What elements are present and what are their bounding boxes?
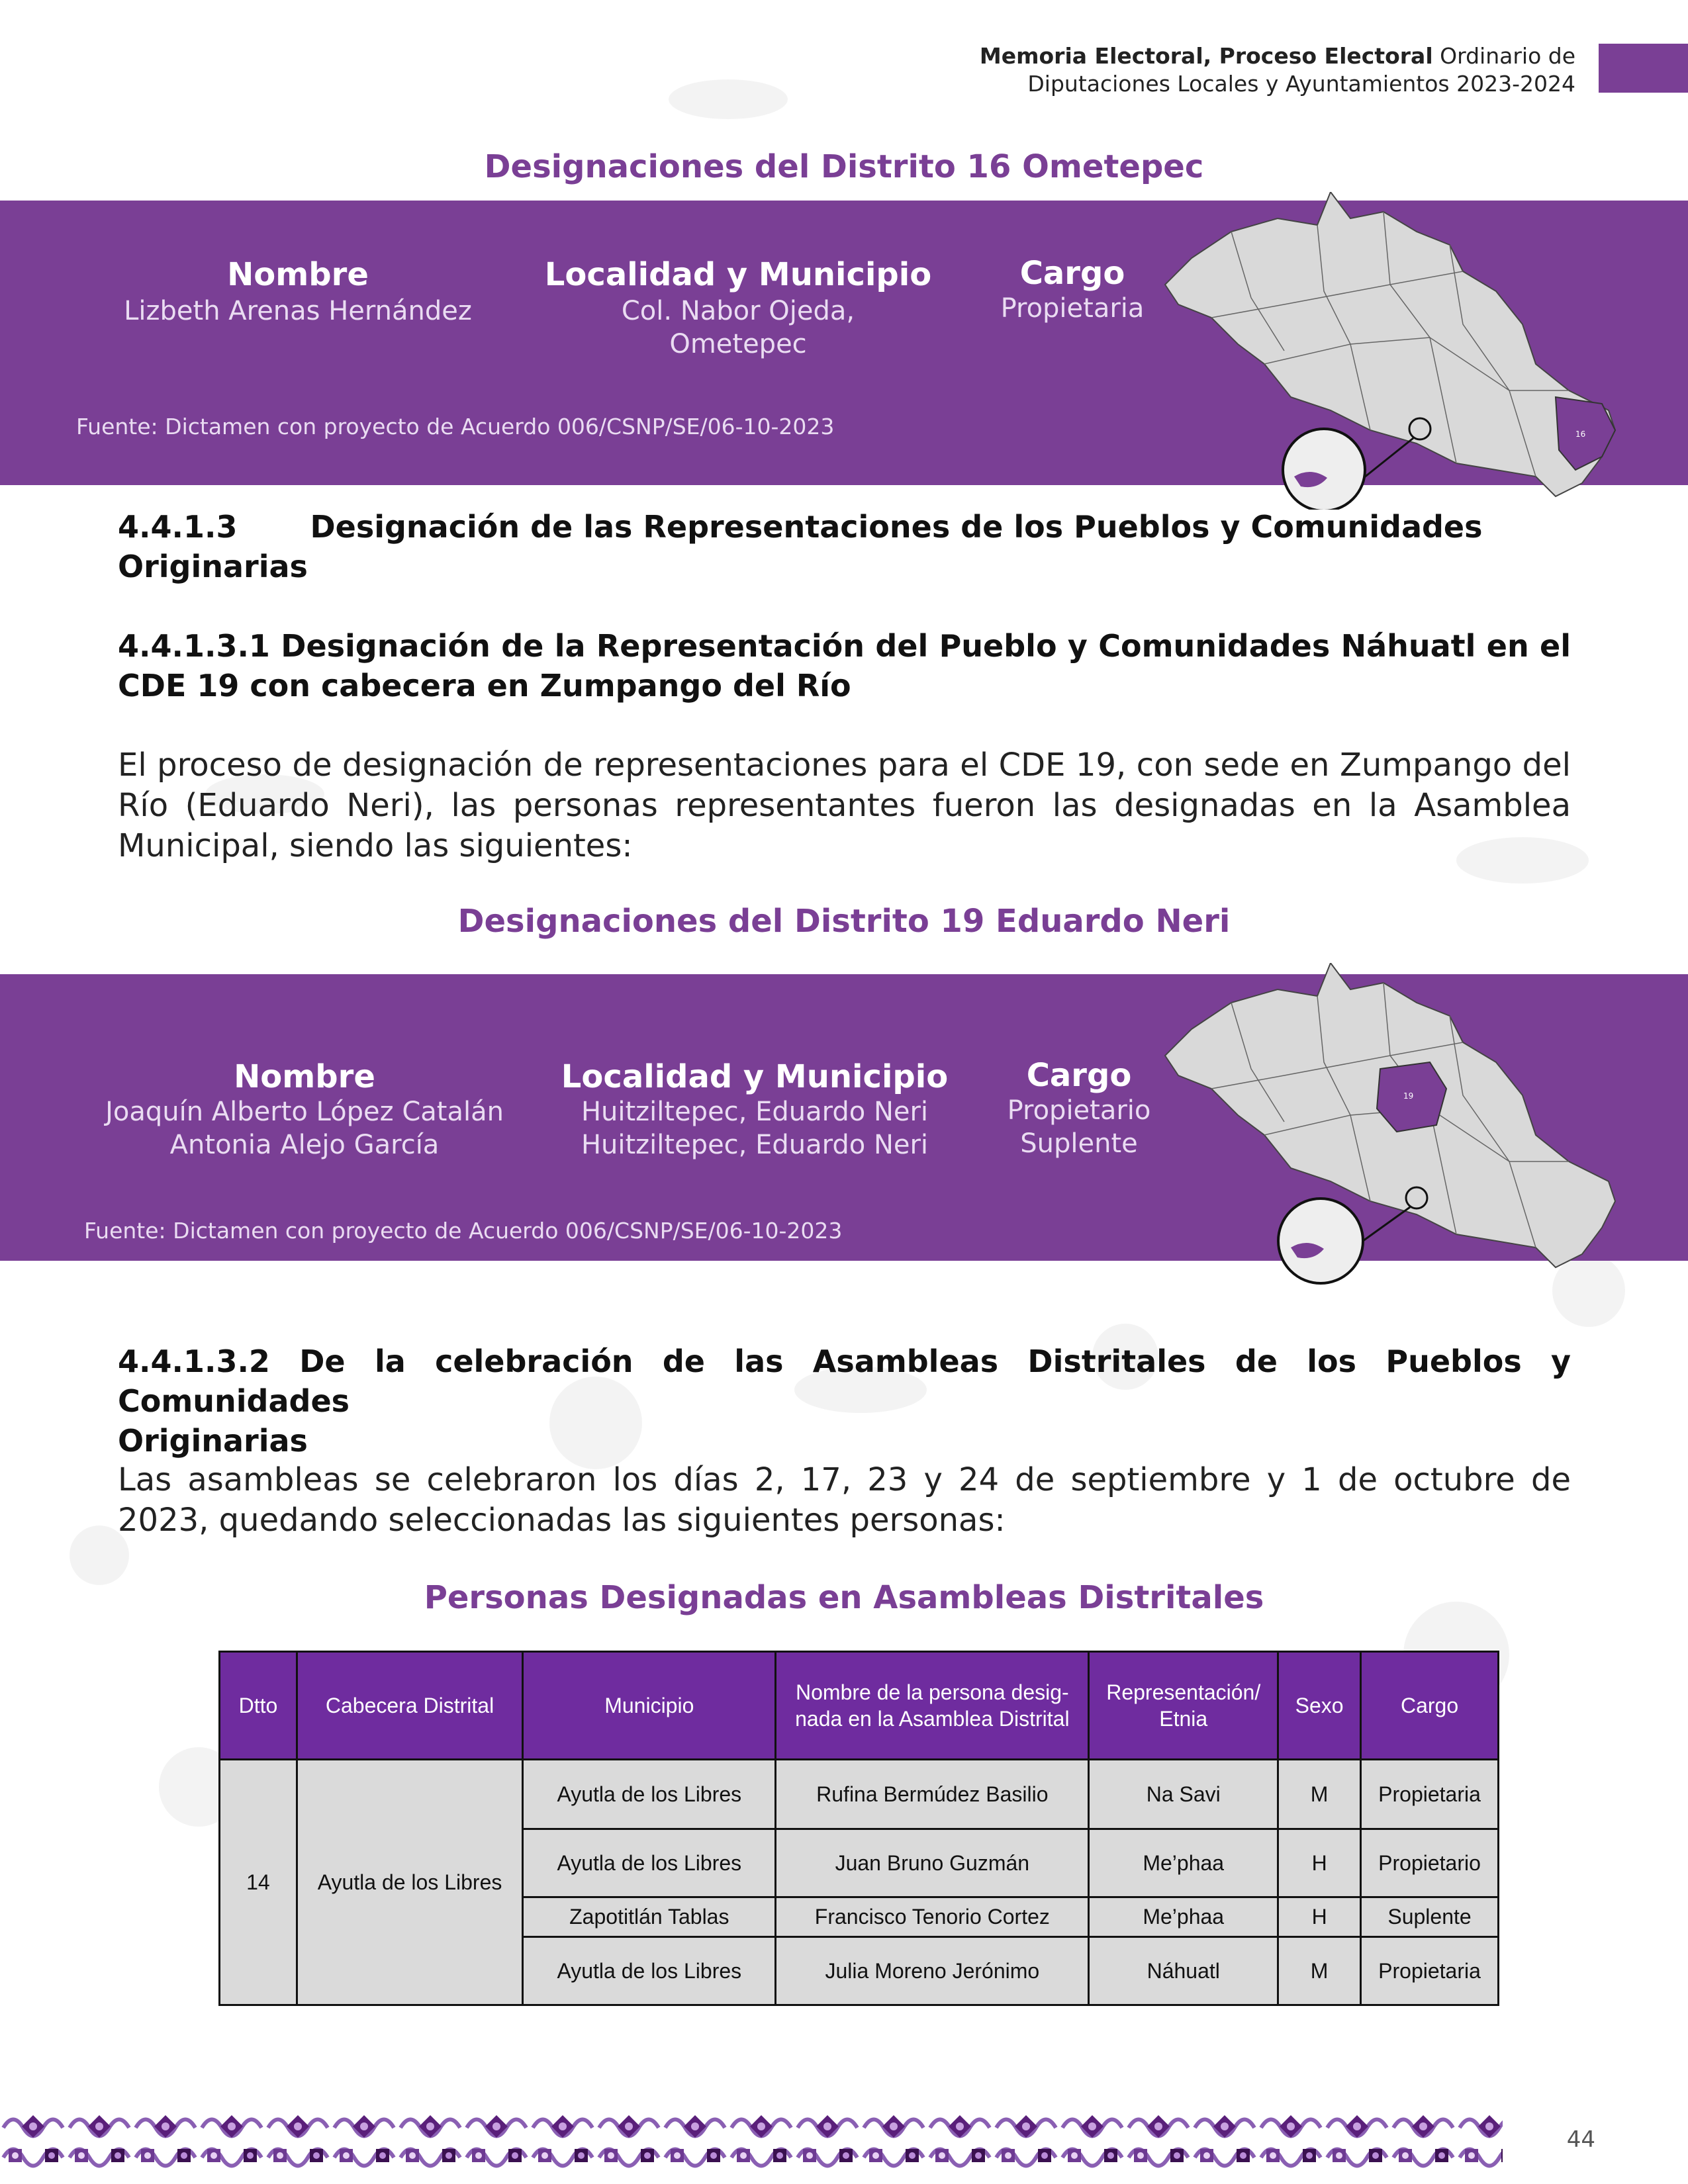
- box16-cargo-heading: Cargo: [1019, 255, 1125, 292]
- section-44132-line1: 4.4.1.3.2 De la celebración de las Asambleas Distritales de los Pueblos y Comunidades: [118, 1343, 1571, 1419]
- box16-cargo-value: Propietaria: [1000, 293, 1145, 324]
- box19-localidad-2: Huitziltepec, Eduardo Neri: [581, 1130, 929, 1160]
- cell-etnia: Na Savi: [1089, 1760, 1278, 1829]
- page-number: 44: [1566, 2126, 1595, 2153]
- section-4413-title2: Originarias: [118, 549, 308, 584]
- box19-cargo-values: [980, 1094, 1178, 1160]
- box16-nombre-heading: Nombre: [227, 256, 369, 293]
- section-44132-line2: Originarias: [118, 1423, 308, 1459]
- box19-nombre-heading: Nombre: [234, 1058, 375, 1095]
- box16-localidad-line1: Col. Nabor Ojeda,: [621, 296, 855, 326]
- cell-municipio: Ayutla de los Libres: [523, 1937, 776, 2005]
- section-4413: [118, 507, 1571, 586]
- cell-cargo: Propietaria: [1361, 1937, 1499, 2005]
- cell-etnia: Me’phaa: [1089, 1897, 1278, 1937]
- box16-title: Designaciones del Distrito 16 Ometepec: [484, 148, 1204, 185]
- guerrero-map-district-19: [1152, 963, 1628, 1287]
- table-header-row: [220, 1652, 1499, 1760]
- header-bold: Memoria Electoral, Proceso Electoral: [979, 43, 1433, 69]
- cell-etnia: Náhuatl: [1089, 1937, 1278, 2005]
- th-cabecera: Cabecera Distrital: [297, 1652, 522, 1760]
- map16-label: 16: [1575, 430, 1586, 439]
- running-header: [980, 42, 1575, 98]
- embroidery-border: [0, 2108, 1503, 2174]
- box19-cargo-1: Propietario: [1007, 1095, 1151, 1126]
- cell-sexo: M: [1278, 1937, 1361, 2005]
- cell-nombre: Francisco Tenorio Cortez: [776, 1897, 1089, 1937]
- section-44131-line2: CDE 19 con cabecera en Zumpango del Río: [118, 668, 851, 704]
- table-row: [220, 1760, 1499, 1829]
- box19-localidad-values: [549, 1095, 960, 1161]
- box16-source: Fuente: Dictamen con proyecto de Acuerdo 006/CSNP/SE/06-10-2023: [76, 414, 835, 439]
- section-44132: [118, 1342, 1571, 1461]
- box16-localidad-heading: Localidad y Municipio: [544, 256, 932, 293]
- th-representacion-line2: Etnia: [1159, 1707, 1208, 1731]
- cell-cargo: Suplente: [1361, 1897, 1499, 1937]
- cell-sexo: H: [1278, 1829, 1361, 1897]
- section-4413-title: Designación de las Representaciones de los Pueblos y Comunidades: [310, 509, 1483, 545]
- box19-localidad-1: Huitziltepec, Eduardo Neri: [581, 1097, 929, 1127]
- cell-nombre: Rufina Bermúdez Basilio: [776, 1760, 1089, 1829]
- cell-sexo: M: [1278, 1760, 1361, 1829]
- box19-source: Fuente: Dictamen con proyecto de Acuerdo 006/CSNP/SE/06-10-2023: [84, 1218, 843, 1244]
- box19-title: Designaciones del Distrito 19 Eduardo Neri: [457, 903, 1231, 940]
- guerrero-map-district-16: [1152, 192, 1628, 510]
- box19-localidad-heading: Localidad y Municipio: [561, 1058, 949, 1095]
- box16-nombre-value: Lizbeth Arenas Hernández: [124, 296, 472, 326]
- section-44131: [118, 626, 1571, 705]
- designations-table: [218, 1651, 1499, 2006]
- cell-cabecera: Ayutla de los Libres: [297, 1760, 522, 2005]
- header-rest: Ordinario de: [1432, 43, 1575, 69]
- th-representacion: [1089, 1652, 1278, 1760]
- paragraph-1: El proceso de designación de representaciones para el CDE 19, con sede en Zumpango del Río (Eduardo Neri), las personas representantes fueron las designadas en la Asamblea Municipal, siendo las siguientes:: [118, 747, 1571, 864]
- paragraph-2: Las asambleas se celebraron los días 2, 17, 23 y 24 de septiembre y 1 de octubre de 2023, quedando seleccionadas las siguientes personas:: [118, 1461, 1571, 1539]
- box19-nombre-2: Antonia Alejo García: [169, 1130, 440, 1160]
- cell-etnia: Me’phaa: [1089, 1829, 1278, 1897]
- th-cargo: Cargo: [1361, 1652, 1499, 1760]
- table-title: Personas Designadas en Asambleas Distritales: [424, 1579, 1264, 1616]
- box19-nombre-values: [79, 1095, 530, 1161]
- cell-municipio: Zapotitlán Tablas: [523, 1897, 776, 1937]
- section-4413-number: 4.4.1.3: [118, 509, 238, 545]
- box19-cargo-heading: Cargo: [1026, 1057, 1132, 1094]
- cell-cargo: Propietaria: [1361, 1760, 1499, 1829]
- box19-cargo-2: Suplente: [1020, 1128, 1138, 1159]
- section-44131-line1: 4.4.1.3.1 Designación de la Representación del Pueblo y Comunidades Náhuatl en el: [118, 628, 1571, 664]
- th-representacion-line1: Representación/: [1106, 1680, 1261, 1704]
- th-sexo: Sexo: [1278, 1652, 1361, 1760]
- cell-sexo: H: [1278, 1897, 1361, 1937]
- cell-nombre: Julia Moreno Jerónimo: [776, 1937, 1089, 2005]
- box19-nombre-1: Joaquín Alberto López Catalán: [105, 1097, 504, 1127]
- th-dtto: Dtto: [220, 1652, 297, 1760]
- th-nombre: [776, 1652, 1089, 1760]
- box16-localidad-line2: Ometepec: [669, 329, 807, 359]
- cell-municipio: Ayutla de los Libres: [523, 1829, 776, 1897]
- map19-label: 19: [1403, 1091, 1414, 1101]
- header-tab: [1599, 44, 1688, 93]
- cell-nombre: Juan Bruno Guzmán: [776, 1829, 1089, 1897]
- header-line2: Diputaciones Locales y Ayuntamientos 2023-2024: [1027, 71, 1575, 97]
- th-nombre-line2: nada en la Asamblea Distrital: [795, 1707, 1070, 1731]
- th-municipio: Municipio: [523, 1652, 776, 1760]
- cell-cargo: Propietario: [1361, 1829, 1499, 1897]
- cell-dtto: 14: [220, 1760, 297, 2005]
- th-nombre-line1: Nombre de la persona desig-: [796, 1680, 1069, 1704]
- box16-localidad-value: [530, 295, 947, 361]
- cell-municipio: Ayutla de los Libres: [523, 1760, 776, 1829]
